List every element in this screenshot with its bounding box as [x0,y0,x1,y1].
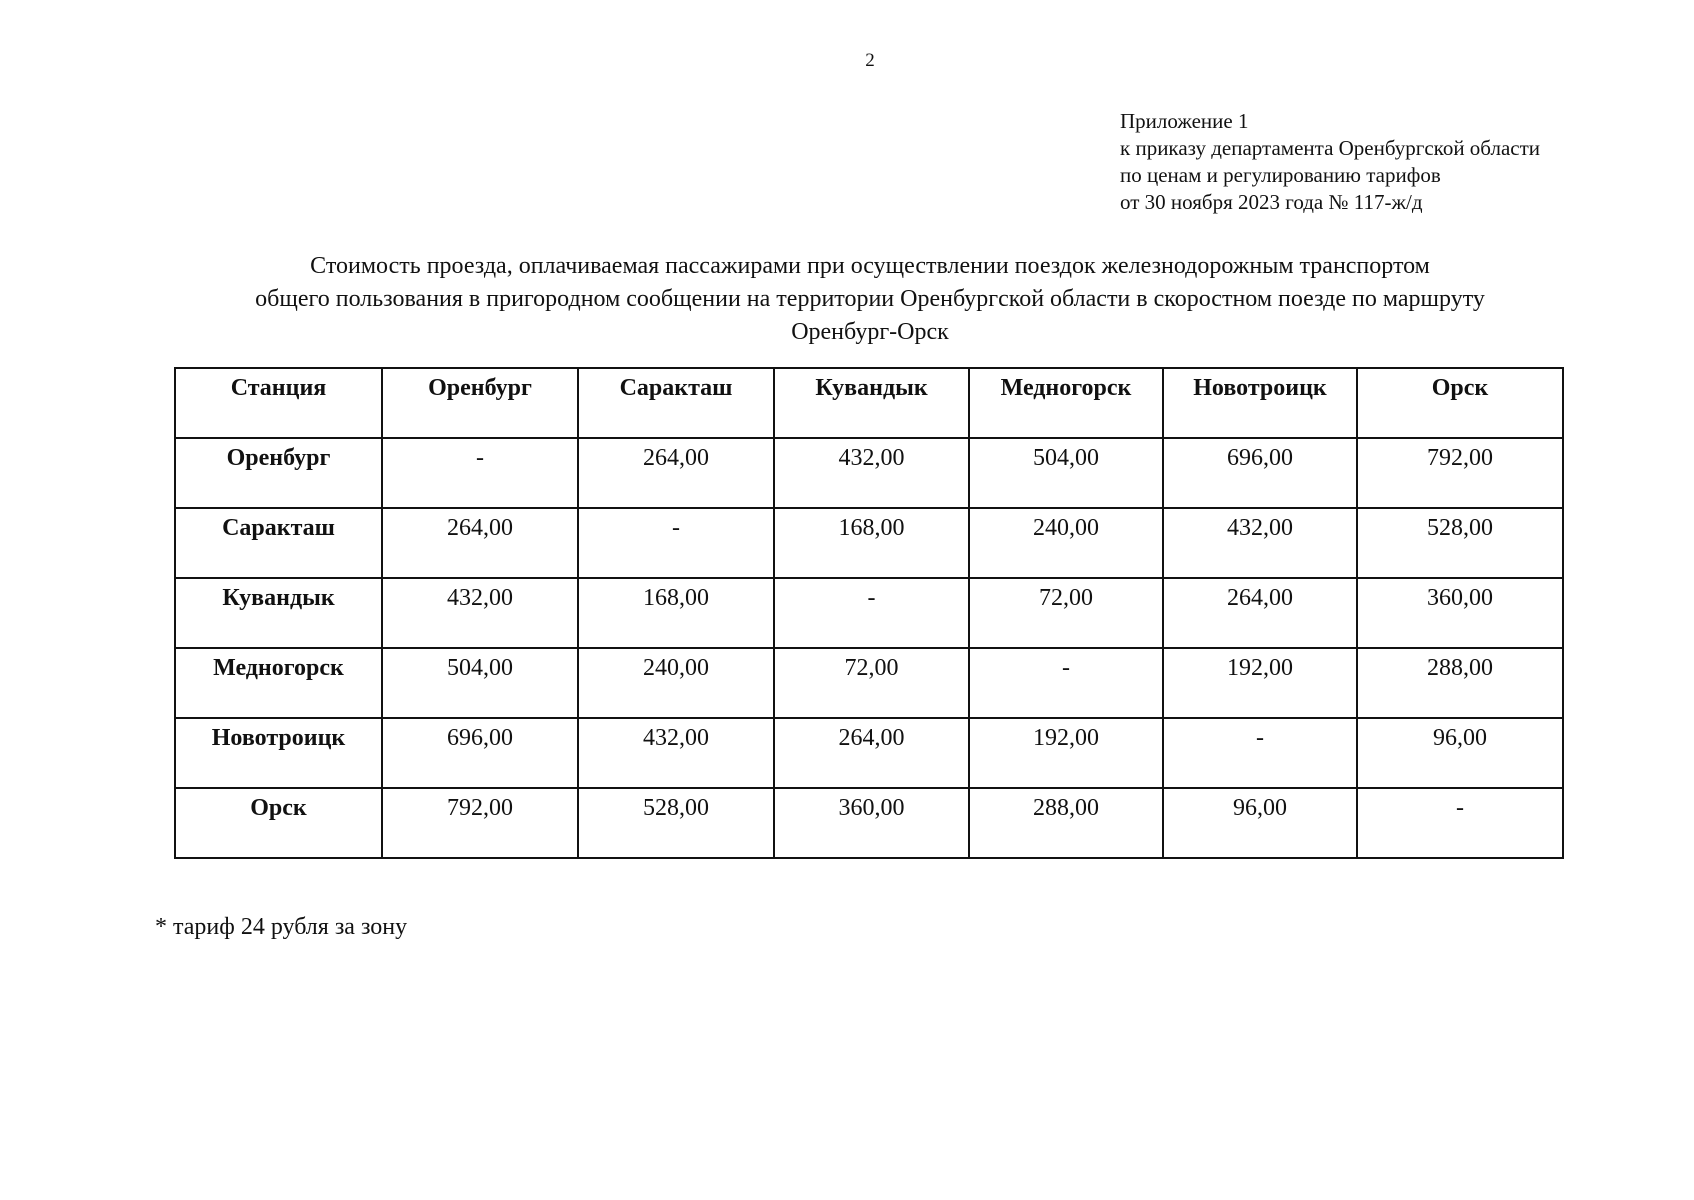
row-station: Медногорск [175,648,382,718]
table-cell: 264,00 [774,718,969,788]
table-cell: 96,00 [1163,788,1357,858]
appendix-line: Приложение 1 [1120,109,1249,133]
row-station: Кувандык [175,578,382,648]
table-cell: 288,00 [1357,648,1563,718]
table-cell: - [1163,718,1357,788]
table-cell: 72,00 [774,648,969,718]
table-cell: 72,00 [969,578,1163,648]
table-cell: 264,00 [578,438,774,508]
table-cell: 528,00 [1357,508,1563,578]
table-cell: 192,00 [1163,648,1357,718]
table-cell: - [578,508,774,578]
table-cell: 288,00 [969,788,1163,858]
table-row [175,578,1563,648]
table-row [175,788,1563,858]
column-header: Оренбург [382,368,578,438]
table-cell: 264,00 [382,508,578,578]
table-header-row [175,368,1563,438]
document-title [0,250,1694,349]
table-cell: - [382,438,578,508]
column-header: Кувандык [774,368,969,438]
column-header: Орск [1357,368,1563,438]
page-number: 2 [865,50,875,71]
table-cell: 504,00 [969,438,1163,508]
column-header: Саракташ [578,368,774,438]
column-header: Станция [175,368,382,438]
title-line: общего пользования в пригородном сообщении на территории Оренбургской области в скоростном поезде по маршруту [255,286,1485,312]
table-cell: 432,00 [1163,508,1357,578]
title-line: Стоимость проезда, оплачиваемая пассажирами при осуществлении поездок железнодорожным транспортом [310,253,1430,279]
table-cell: 96,00 [1357,718,1563,788]
table-cell: 192,00 [969,718,1163,788]
table-cell: 360,00 [774,788,969,858]
table-cell: 168,00 [578,578,774,648]
table-cell: 360,00 [1357,578,1563,648]
table-cell: 240,00 [969,508,1163,578]
row-station: Новотроицк [175,718,382,788]
table-cell: 528,00 [578,788,774,858]
column-header: Новотроицк [1163,368,1357,438]
table-row [175,648,1563,718]
table-cell: 504,00 [382,648,578,718]
title-line: Оренбург-Орск [791,319,949,345]
footnote: * тариф 24 рубля за зону [155,914,408,940]
table-row [175,718,1563,788]
table-row [175,508,1563,578]
column-header: Медногорск [969,368,1163,438]
appendix-line: по ценам и регулированию тарифов [1120,163,1441,187]
table-cell: - [969,648,1163,718]
table-cell: 792,00 [1357,438,1563,508]
appendix-block [1120,108,1540,216]
appendix-line: от 30 ноября 2023 года № 117-ж/д [1120,190,1423,214]
table-cell: 696,00 [1163,438,1357,508]
table-cell: 792,00 [382,788,578,858]
table-cell: 240,00 [578,648,774,718]
table-cell: 264,00 [1163,578,1357,648]
table-cell: 432,00 [578,718,774,788]
fare-table [174,367,1564,859]
row-station: Орск [175,788,382,858]
table-row [175,438,1563,508]
row-station: Оренбург [175,438,382,508]
table-cell: 432,00 [382,578,578,648]
row-station: Саракташ [175,508,382,578]
appendix-line: к приказу департамента Оренбургской области [1120,136,1540,160]
table-cell: - [1357,788,1563,858]
table-cell: 432,00 [774,438,969,508]
table-cell: 168,00 [774,508,969,578]
table-cell: 696,00 [382,718,578,788]
table-cell: - [774,578,969,648]
